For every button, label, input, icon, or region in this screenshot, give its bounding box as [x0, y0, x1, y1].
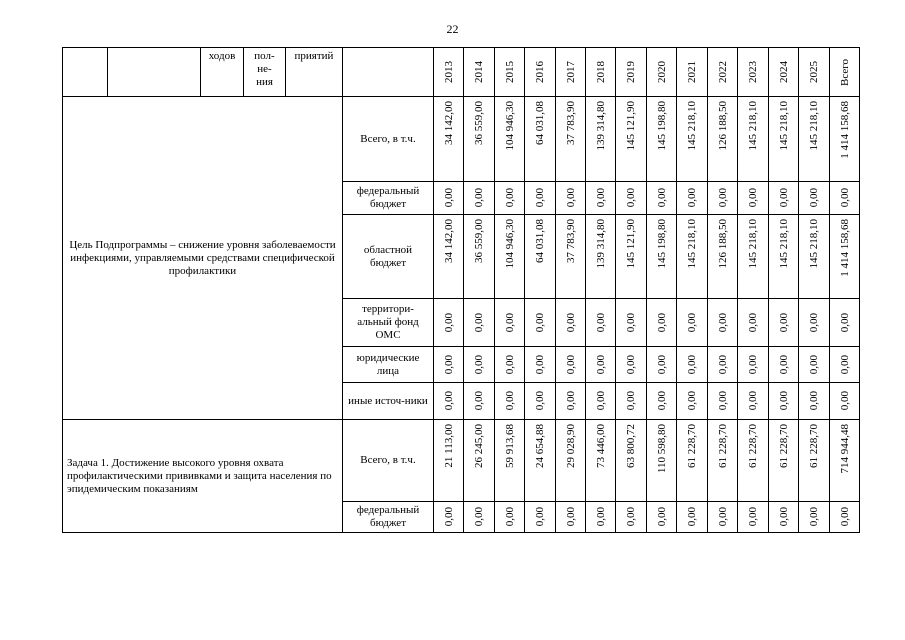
- value-cell: [586, 502, 616, 533]
- value-cell: [586, 383, 616, 420]
- value-cell: [495, 420, 525, 502]
- value-text: 0,00: [594, 507, 607, 527]
- value-text: 0,00: [716, 188, 729, 208]
- value-cell: [434, 347, 464, 383]
- value-cell: [464, 182, 495, 215]
- value-cell: [769, 182, 799, 215]
- value-cell: [738, 182, 769, 215]
- value-cell: [830, 347, 860, 383]
- funding-source: Всего, в т.ч.: [343, 97, 434, 182]
- value-cell: [799, 347, 830, 383]
- value-text: 0,00: [564, 391, 577, 411]
- value-text: 0,00: [473, 312, 485, 333]
- year-label: Всего: [838, 58, 851, 86]
- value-cell: [830, 420, 860, 502]
- value-cell: [434, 97, 464, 182]
- header-cell-execution: пол- не- ния: [244, 48, 286, 97]
- year-label: 2023: [747, 61, 759, 83]
- value-text: 0,00: [534, 312, 546, 333]
- header-year-cell: [556, 48, 586, 97]
- value-text: 1 414 158,68: [838, 219, 851, 277]
- value-text: 0,00: [625, 391, 637, 411]
- value-cell: [830, 299, 860, 347]
- value-cell: [434, 502, 464, 533]
- value-text: 0,00: [442, 188, 455, 208]
- value-text: 0,00: [442, 354, 455, 375]
- value-cell: [738, 347, 769, 383]
- value-text: 0,00: [838, 354, 851, 375]
- value-text: 0,00: [686, 391, 698, 411]
- value-cell: [677, 299, 708, 347]
- value-text: 0,00: [655, 391, 668, 411]
- value-cell: [616, 97, 647, 182]
- value-cell: [769, 383, 799, 420]
- value-cell: [525, 420, 556, 502]
- value-cell: [464, 383, 495, 420]
- value-cell: [708, 299, 738, 347]
- value-text: 0,00: [838, 188, 851, 208]
- value-text: 0,00: [473, 507, 485, 527]
- header-year-cell: [647, 48, 677, 97]
- value-cell: [495, 502, 525, 533]
- value-text: 0,00: [716, 507, 729, 527]
- value-cell: [616, 420, 647, 502]
- value-text: 0,00: [625, 312, 637, 333]
- value-text: 145 218,10: [808, 219, 820, 269]
- value-cell: [708, 97, 738, 182]
- value-text: 145 218,10: [686, 219, 698, 269]
- value-cell: [799, 383, 830, 420]
- value-text: 73 446,00: [594, 424, 607, 468]
- value-text: 0,00: [625, 354, 637, 375]
- value-text: 37 783,90: [564, 219, 577, 263]
- value-text: 0,00: [808, 312, 820, 333]
- value-text: 21 113,00: [442, 424, 455, 468]
- value-cell: [434, 299, 464, 347]
- value-cell: [495, 182, 525, 215]
- header-cell-measures: приятий: [286, 48, 343, 97]
- value-text: 64 031,08: [534, 219, 546, 263]
- funding-source: иные источ-ники: [343, 383, 434, 420]
- value-text: 0,00: [686, 312, 698, 333]
- value-text: 145 198,80: [655, 219, 668, 269]
- value-cell: [525, 502, 556, 533]
- value-cell: [556, 502, 586, 533]
- value-cell: [830, 182, 860, 215]
- value-text: 29 028,90: [564, 424, 577, 468]
- value-text: 145 218,10: [777, 101, 790, 151]
- value-text: 0,00: [838, 507, 851, 527]
- value-cell: [525, 299, 556, 347]
- value-text: 61 228,70: [686, 424, 698, 468]
- value-cell: [647, 97, 677, 182]
- value-text: 0,00: [686, 354, 698, 375]
- value-text: 139 314,80: [594, 219, 607, 269]
- header-cell-expenses: ходов: [201, 48, 244, 97]
- value-text: 0,00: [534, 188, 546, 208]
- value-cell: [586, 299, 616, 347]
- value-text: 0,00: [503, 391, 516, 411]
- value-text: 714 944,48: [838, 424, 851, 474]
- value-cell: [556, 182, 586, 215]
- value-text: 0,00: [473, 354, 485, 375]
- value-text: 26 245,00: [473, 424, 485, 468]
- header-row: [63, 48, 860, 97]
- value-cell: [556, 420, 586, 502]
- year-label: 2024: [777, 61, 790, 83]
- value-text: 0,00: [503, 354, 516, 375]
- value-cell: [464, 97, 495, 182]
- value-cell: [464, 420, 495, 502]
- value-text: 37 783,90: [564, 101, 577, 145]
- value-cell: [556, 215, 586, 299]
- value-cell: [647, 215, 677, 299]
- value-cell: [586, 182, 616, 215]
- value-text: 0,00: [442, 312, 455, 333]
- value-cell: [677, 502, 708, 533]
- value-text: 34 142,00: [442, 101, 455, 145]
- value-text: 126 188,50: [716, 101, 729, 151]
- value-text: 0,00: [625, 188, 637, 208]
- value-text: 0,00: [777, 312, 790, 333]
- value-text: 0,00: [686, 188, 698, 208]
- value-text: 59 913,68: [503, 424, 516, 468]
- value-cell: [799, 182, 830, 215]
- value-text: 34 142,00: [442, 219, 455, 263]
- value-cell: [799, 299, 830, 347]
- table-row: [63, 97, 860, 182]
- header-year-cell: [708, 48, 738, 97]
- value-text: 145 218,10: [686, 101, 698, 151]
- value-text: 0,00: [503, 312, 516, 333]
- value-text: 61 228,70: [716, 424, 729, 468]
- value-text: 0,00: [442, 507, 455, 527]
- value-text: 0,00: [473, 391, 485, 411]
- value-cell: [708, 502, 738, 533]
- value-cell: [495, 383, 525, 420]
- value-text: 0,00: [686, 507, 698, 527]
- value-text: 0,00: [838, 312, 851, 333]
- value-cell: [677, 182, 708, 215]
- year-label: 2025: [808, 61, 820, 83]
- value-cell: [525, 215, 556, 299]
- funding-source: федеральный бюджет: [343, 502, 434, 533]
- value-cell: [708, 347, 738, 383]
- value-cell: [464, 502, 495, 533]
- value-text: 0,00: [655, 354, 668, 375]
- value-cell: [647, 182, 677, 215]
- value-cell: [495, 347, 525, 383]
- value-cell: [677, 383, 708, 420]
- value-text: 0,00: [655, 188, 668, 208]
- header-year-cell: [769, 48, 799, 97]
- year-label: 2013: [442, 61, 455, 83]
- value-cell: [586, 215, 616, 299]
- value-cell: [616, 215, 647, 299]
- value-cell: [738, 97, 769, 182]
- value-cell: [738, 215, 769, 299]
- value-cell: [677, 215, 708, 299]
- value-cell: [708, 420, 738, 502]
- value-cell: [647, 420, 677, 502]
- value-cell: [738, 299, 769, 347]
- value-text: 110 598,80: [655, 424, 668, 474]
- header-cell-blank-2: [108, 48, 201, 97]
- header-year-cell: [616, 48, 647, 97]
- value-cell: [799, 97, 830, 182]
- value-cell: [434, 383, 464, 420]
- value-text: 0,00: [564, 188, 577, 208]
- value-cell: [434, 420, 464, 502]
- value-text: 126 188,50: [716, 219, 729, 269]
- value-text: 61 228,70: [808, 424, 820, 468]
- header-year-cell: [525, 48, 556, 97]
- header-year-cell: [738, 48, 769, 97]
- value-cell: [525, 182, 556, 215]
- value-cell: [769, 299, 799, 347]
- value-text: 63 800,72: [625, 424, 637, 468]
- value-text: 0,00: [534, 391, 546, 411]
- value-text: 0,00: [503, 507, 516, 527]
- value-cell: [799, 420, 830, 502]
- value-cell: [434, 215, 464, 299]
- value-text: 64 031,08: [534, 101, 546, 145]
- value-cell: [830, 502, 860, 533]
- value-text: 0,00: [625, 507, 637, 527]
- value-text: 36 559,00: [473, 219, 485, 263]
- value-cell: [495, 299, 525, 347]
- value-text: 0,00: [655, 312, 668, 333]
- value-text: 0,00: [747, 391, 759, 411]
- header-year-cell: [799, 48, 830, 97]
- value-text: 0,00: [747, 354, 759, 375]
- header-year-cell: [464, 48, 495, 97]
- value-cell: [434, 182, 464, 215]
- year-label: 2019: [625, 61, 637, 83]
- value-text: 145 198,80: [655, 101, 668, 151]
- value-text: 145 218,10: [747, 101, 759, 151]
- header-year-cell: [434, 48, 464, 97]
- value-text: 0,00: [534, 354, 546, 375]
- funding-source: областной бюджет: [343, 215, 434, 299]
- value-cell: [738, 420, 769, 502]
- value-text: 0,00: [564, 507, 577, 527]
- header-year-cell: [677, 48, 708, 97]
- value-cell: [556, 97, 586, 182]
- funding-source: юридические лица: [343, 347, 434, 383]
- value-cell: [677, 347, 708, 383]
- value-cell: [738, 383, 769, 420]
- value-text: 0,00: [473, 188, 485, 208]
- year-label: 2014: [473, 61, 485, 83]
- value-text: 0,00: [777, 507, 790, 527]
- value-cell: [495, 215, 525, 299]
- year-label: 2017: [564, 61, 577, 83]
- value-cell: [616, 182, 647, 215]
- header-year-cell: [495, 48, 525, 97]
- value-text: 0,00: [808, 188, 820, 208]
- goal-title: Цель Подпрограммы – снижение уровня заболеваемости инфекциями, управляемыми средствами специфической профилактики: [63, 97, 343, 420]
- value-text: 0,00: [777, 188, 790, 208]
- value-text: 36 559,00: [473, 101, 485, 145]
- value-text: 0,00: [747, 507, 759, 527]
- value-text: 0,00: [808, 391, 820, 411]
- value-text: 0,00: [716, 354, 729, 375]
- value-text: 0,00: [594, 354, 607, 375]
- value-cell: [647, 299, 677, 347]
- value-text: 0,00: [838, 391, 851, 411]
- value-cell: [586, 420, 616, 502]
- value-cell: [525, 347, 556, 383]
- value-text: 145 218,10: [747, 219, 759, 269]
- value-text: 24 654,88: [534, 424, 546, 468]
- value-cell: [586, 347, 616, 383]
- value-text: 145 121,90: [625, 219, 637, 269]
- value-cell: [464, 215, 495, 299]
- value-cell: [708, 383, 738, 420]
- value-cell: [769, 502, 799, 533]
- value-cell: [556, 299, 586, 347]
- page-number: 22: [446, 22, 459, 36]
- value-text: 0,00: [716, 391, 729, 411]
- funding-source: территори-альный фонд ОМС: [343, 299, 434, 347]
- financing-table: [62, 47, 860, 533]
- year-label: 2020: [655, 61, 668, 83]
- value-cell: [830, 97, 860, 182]
- value-text: 145 218,10: [777, 219, 790, 269]
- value-cell: [495, 97, 525, 182]
- value-cell: [647, 347, 677, 383]
- value-text: 0,00: [777, 391, 790, 411]
- value-cell: [738, 502, 769, 533]
- value-cell: [525, 97, 556, 182]
- value-cell: [799, 215, 830, 299]
- funding-source: федеральный бюджет: [343, 182, 434, 215]
- value-cell: [708, 215, 738, 299]
- value-text: 104 946,30: [503, 219, 516, 269]
- value-text: 0,00: [808, 507, 820, 527]
- value-cell: [708, 182, 738, 215]
- value-text: 0,00: [442, 391, 455, 411]
- value-text: 139 314,80: [594, 101, 607, 151]
- value-text: 0,00: [503, 188, 516, 208]
- value-text: 0,00: [564, 312, 577, 333]
- value-text: 0,00: [747, 188, 759, 208]
- value-cell: [616, 299, 647, 347]
- value-text: 0,00: [594, 188, 607, 208]
- value-cell: [769, 215, 799, 299]
- value-text: 145 218,10: [808, 101, 820, 151]
- value-text: 104 946,30: [503, 101, 516, 151]
- header-cell-blank-1: [63, 48, 108, 97]
- value-text: 0,00: [534, 507, 546, 527]
- header-cell-source: [343, 48, 434, 97]
- value-text: 0,00: [777, 354, 790, 375]
- value-cell: [769, 97, 799, 182]
- value-cell: [799, 502, 830, 533]
- year-label: 2016: [534, 61, 546, 83]
- year-label: 2018: [594, 61, 607, 83]
- value-cell: [616, 347, 647, 383]
- value-cell: [677, 97, 708, 182]
- value-cell: [464, 299, 495, 347]
- year-label: 2015: [503, 61, 516, 83]
- year-label: 2022: [716, 61, 729, 83]
- value-cell: [677, 420, 708, 502]
- value-text: 0,00: [808, 354, 820, 375]
- value-cell: [830, 383, 860, 420]
- value-text: 0,00: [594, 391, 607, 411]
- value-cell: [769, 420, 799, 502]
- value-cell: [464, 347, 495, 383]
- header-year-cell: [830, 48, 860, 97]
- value-cell: [616, 383, 647, 420]
- value-text: 61 228,70: [777, 424, 790, 468]
- value-cell: [556, 383, 586, 420]
- value-cell: [616, 502, 647, 533]
- value-text: 61 228,70: [747, 424, 759, 468]
- value-text: 0,00: [564, 354, 577, 375]
- value-cell: [586, 97, 616, 182]
- value-text: 145 121,90: [625, 101, 637, 151]
- value-cell: [647, 383, 677, 420]
- value-text: 0,00: [594, 312, 607, 333]
- value-cell: [525, 383, 556, 420]
- header-year-cell: [586, 48, 616, 97]
- value-text: 0,00: [716, 312, 729, 333]
- task-title: Задача 1. Достижение высокого уровня охвата профилактическими прививками и защита населения по эпидемическим показаниям: [63, 420, 343, 533]
- value-text: 0,00: [655, 507, 668, 527]
- value-cell: [556, 347, 586, 383]
- funding-source: Всего, в т.ч.: [343, 420, 434, 502]
- value-cell: [647, 502, 677, 533]
- value-cell: [769, 347, 799, 383]
- value-cell: [830, 215, 860, 299]
- value-text: 0,00: [747, 312, 759, 333]
- table-row: [63, 420, 860, 502]
- value-text: 1 414 158,68: [838, 101, 851, 159]
- year-label: 2021: [686, 61, 698, 83]
